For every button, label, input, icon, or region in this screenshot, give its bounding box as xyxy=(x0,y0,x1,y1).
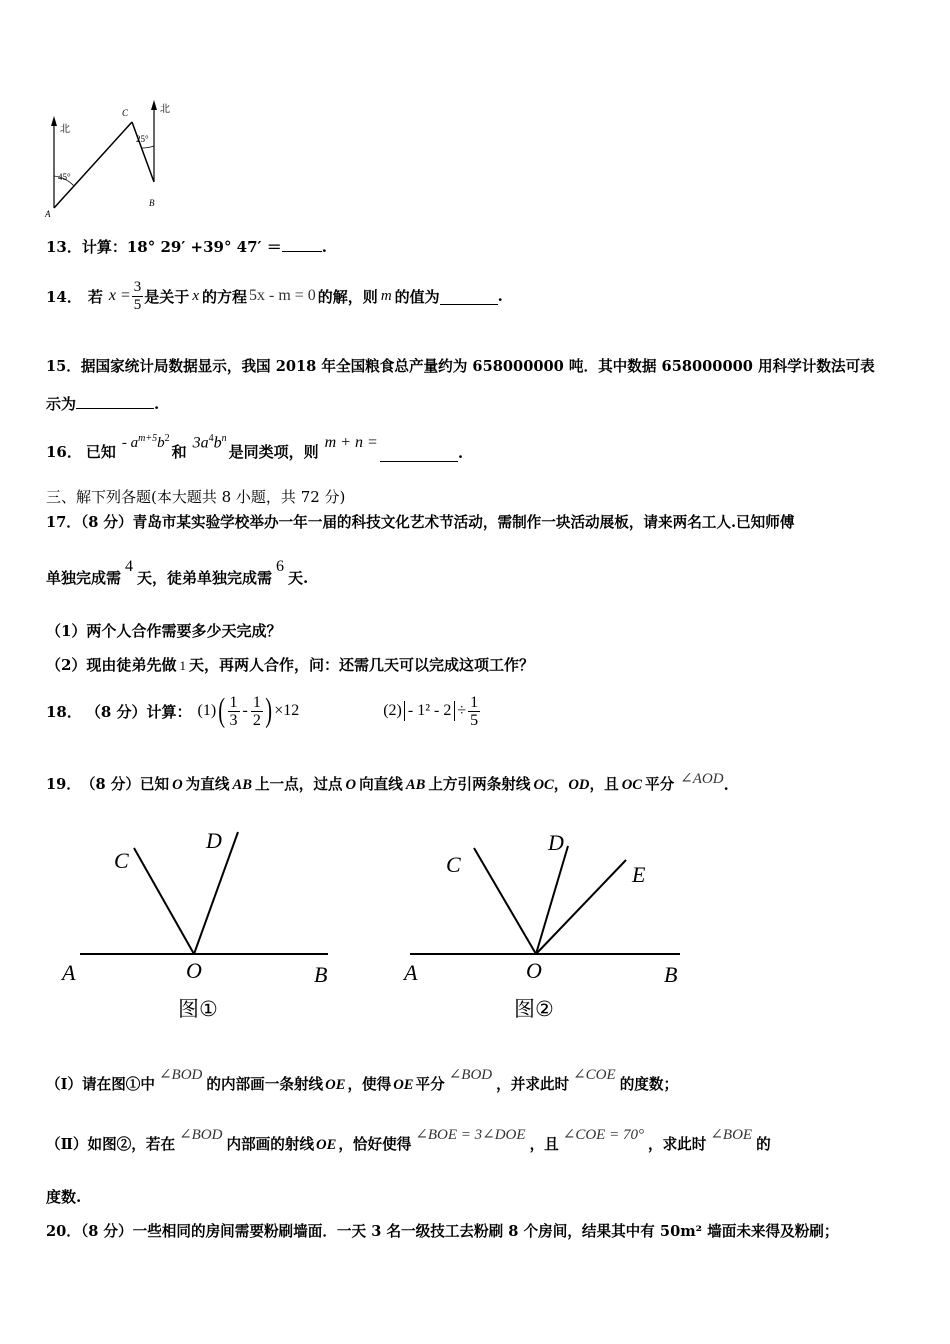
question-17-sub2 xyxy=(46,654,534,675)
q19-part2 xyxy=(46,1122,771,1154)
q17-line2-c: 天. xyxy=(288,569,309,587)
q19-text-g: 平分 xyxy=(644,776,675,793)
q15-suffix: . xyxy=(154,395,160,413)
question-18 xyxy=(46,686,480,736)
q14-frac-num: 3 xyxy=(133,278,142,295)
q17-line2-b: 天，徒弟单独完成需 xyxy=(137,569,273,587)
q19-text-f: ，且 xyxy=(589,776,619,793)
q16-term1-b: b xyxy=(157,435,165,451)
q19-part1-oe-2: OE xyxy=(393,1077,414,1093)
q19-part1-angle-bod-2: ∠BOD xyxy=(448,1067,493,1083)
q19-oc-1: OC xyxy=(533,777,554,793)
question-13 xyxy=(46,236,327,257)
q19-part2-c: ，恰好使得 xyxy=(338,1136,412,1153)
q19-text-b: 为直线 xyxy=(185,776,230,793)
q14-blank xyxy=(440,288,498,305)
q14-text1: 是关于 xyxy=(144,287,190,306)
q19-part2-angle-boe: ∠BOE xyxy=(710,1127,753,1143)
north-label-a: 北 xyxy=(60,124,70,135)
q18-p1-frac1 xyxy=(228,694,240,729)
q14-fraction xyxy=(132,279,144,314)
q20-text: （8 分）一些相同的房间需要粉刷墙面．一天 3 名一级技工去粉刷 8 个房间，结果其中有 50m² 墙面未来得及粉刷； xyxy=(80,1223,839,1240)
fig1-ray-oc xyxy=(134,848,194,954)
q16-suffix: . xyxy=(457,444,464,462)
question-15-line2 xyxy=(46,393,159,414)
q16-term1 xyxy=(122,433,170,452)
q17-sub2-b: 天，再两人合作，问：还需几天可以完成这项工作？ xyxy=(188,656,534,674)
question-19 xyxy=(46,768,729,794)
q16-text3: 是同类项，则 xyxy=(228,443,319,461)
q18-p1-f2-den: 2 xyxy=(252,711,261,729)
q13-suffix: . xyxy=(321,238,327,256)
fig1-label-a: A xyxy=(62,960,76,985)
q19-ab-2: AB xyxy=(405,777,426,793)
fig1-label-b: B xyxy=(314,962,328,987)
q19-part2-f: 的 xyxy=(756,1136,771,1153)
question-16 xyxy=(46,428,463,462)
point-label-b: B xyxy=(149,198,155,208)
q18-number: 18． xyxy=(46,702,82,721)
q19-part2-b: 内部画的射线 xyxy=(226,1136,315,1153)
q19-part2-eq1: ∠BOE = 3∠DOE xyxy=(415,1127,526,1143)
q16-text1: 已知 xyxy=(85,443,116,461)
q18-p1-frac2 xyxy=(251,694,263,729)
q13-blank xyxy=(282,251,322,252)
q17-line2-a: 单独完成需 xyxy=(46,569,122,587)
angle-label-a: 45° xyxy=(58,172,71,182)
q17-line1: （8 分）青岛市某实验学校举办一年一届的科技文化艺术节活动，需制作一块活动展板，请来两名工人.已知师傅 xyxy=(80,514,795,531)
q19-o-1: O xyxy=(172,777,183,793)
q14-suffix: . xyxy=(497,287,503,305)
fig2-label-d: D xyxy=(548,830,564,855)
q18-p1-rparen: ) xyxy=(265,692,272,729)
q19-part1-d: 平分 xyxy=(415,1076,445,1093)
q19-oc-2: OC xyxy=(621,777,642,793)
q19-part2-oe: OE xyxy=(316,1137,337,1153)
section-3-title: 三、解下列各题(本大题共 8 小题，共 72 分) xyxy=(46,488,346,506)
q14-text2: 的方程 xyxy=(201,287,247,306)
bearing-figure xyxy=(42,96,182,218)
q19-part1 xyxy=(46,1062,678,1094)
north-arrow-b xyxy=(151,100,157,110)
q16-term1-exp: m+5 xyxy=(138,433,158,444)
q16-expr: m + n = xyxy=(324,434,378,451)
q16-term2-exp: 4 xyxy=(208,432,214,444)
q19-text-d: 向直线 xyxy=(359,776,403,793)
north-arrow-a xyxy=(51,116,57,126)
q19-part2-angle-bod: ∠BOD xyxy=(179,1127,223,1143)
q19-part1-angle-bod-1: ∠BOD xyxy=(158,1067,203,1083)
q19-part1-a: （Ⅰ）请在图①中 xyxy=(46,1076,155,1093)
q17-days2: 6 xyxy=(276,558,285,575)
q14-ruo: 若 xyxy=(87,287,103,306)
fig2-ray-oc xyxy=(474,848,536,954)
q19-part2-d: ，且 xyxy=(529,1136,559,1153)
q19-part2-e: ，求此时 xyxy=(647,1136,707,1153)
q16-term2-base: 3a xyxy=(192,434,209,451)
q14-equation: 5x - m = 0 xyxy=(249,287,316,304)
q15-line1: 据国家统计局数据显示，我国 2018 年全国粮食总产量约为 658000000 吨．其中数据 658000000 用科学计数法可表 xyxy=(80,358,875,375)
fig2-label-c: C xyxy=(446,852,461,877)
q18-prefix: （8 分）计算： xyxy=(85,702,192,721)
q13-prefix: 计算：18° 29′ +39° 47′ ＝ xyxy=(81,238,282,256)
q18-p1-f2-num: 1 xyxy=(252,693,261,711)
q18-p2-f-num: 1 xyxy=(470,693,479,711)
q19-o-2: O xyxy=(345,777,357,793)
q14-x-eq: x = xyxy=(108,287,131,304)
fig2-label-e: E xyxy=(632,862,646,887)
q19-od: OD xyxy=(568,777,590,793)
question-20 xyxy=(46,1220,839,1241)
q14-number: 14． xyxy=(46,287,82,306)
fig1-label-d: D xyxy=(206,828,222,853)
q19-angle-aod: ∠AOD xyxy=(680,771,724,787)
q18-p1-f1-den: 3 xyxy=(229,711,238,729)
fig1-caption: 图① xyxy=(178,997,218,1021)
q18-part2 xyxy=(383,694,480,729)
q19-part1-e: ，并求此时 xyxy=(496,1076,570,1093)
q18-p2-frac xyxy=(468,694,480,729)
q17-number: 17． xyxy=(46,514,81,531)
figure-2 xyxy=(400,820,690,1028)
q19-part1-oe-1: OE xyxy=(325,1077,346,1093)
fig1-label-o: O xyxy=(186,958,202,983)
question-15-line1 xyxy=(46,355,875,376)
q16-text2: 和 xyxy=(171,443,187,461)
segment-cb xyxy=(132,122,154,182)
q16-term2-bexp: n xyxy=(221,432,227,444)
q17-sub2-a: （2）现由徒弟先做 xyxy=(46,656,177,674)
q19-part1-b: 的内部画一条射线 xyxy=(206,1076,324,1093)
q14-text3: 的解，则 xyxy=(317,287,378,306)
q18-p2-label: (2) xyxy=(383,702,402,719)
q18-p1-lparen: ( xyxy=(218,692,226,729)
q18-p1-label: (1) xyxy=(197,702,217,719)
q15-number: 15． xyxy=(46,358,81,375)
q14-var-m: m xyxy=(380,287,392,304)
fig1-label-c: C xyxy=(114,848,129,873)
question-17-line1 xyxy=(46,511,794,532)
point-label-a: A xyxy=(45,209,51,218)
angle-arc-b xyxy=(142,146,154,148)
q19-ab-1: AB xyxy=(232,777,252,793)
figure-1 xyxy=(58,820,338,1028)
q19-part1-f: 的度数； xyxy=(619,1076,679,1093)
q17-days1: 4 xyxy=(125,558,134,575)
q16-term1-base: - a xyxy=(121,435,139,451)
q19-part2-a: （Ⅱ）如图②，若在 xyxy=(46,1136,176,1153)
q16-blank xyxy=(380,447,458,462)
q19-text-e: 上方引两条射线 xyxy=(428,776,531,793)
fig2-label-a: A xyxy=(404,960,418,985)
q18-p1-f1-num: 1 xyxy=(229,693,238,711)
q19-number: 19． xyxy=(46,776,81,793)
q18-p2-f-den: 5 xyxy=(470,711,479,729)
q19-text-c: 上一点，过点 xyxy=(254,776,343,793)
angle-label-b: 25° xyxy=(136,134,149,144)
q16-number: 16． xyxy=(46,443,82,461)
q16-term1-bexp: 2 xyxy=(164,433,170,444)
q18-p1-times: ×12 xyxy=(274,702,300,719)
q18-p2-div: ÷ xyxy=(457,702,467,719)
q18-p1-minus: - xyxy=(242,702,248,719)
point-label-c: C xyxy=(122,108,129,118)
q19-part2-g: 度数. xyxy=(46,1188,82,1206)
fig2-label-o: O xyxy=(526,958,542,983)
q14-text4: 的值为 xyxy=(394,287,440,306)
question-17-line2 xyxy=(46,558,308,588)
q17-sub1: （1）两个人合作需要多少天完成？ xyxy=(46,622,282,640)
q19-period: . xyxy=(723,777,729,794)
q18-part1 xyxy=(198,694,300,729)
q16-term2-b: b xyxy=(213,434,222,451)
q19-comma: ， xyxy=(553,776,569,793)
q14-var-x: x xyxy=(192,287,199,304)
q20-number: 20． xyxy=(46,1223,81,1240)
q15-line2-prefix: 示为 xyxy=(46,395,77,413)
q19-part1-c: ，使得 xyxy=(347,1076,392,1093)
q13-number: 13． xyxy=(46,238,82,256)
north-label-b: 北 xyxy=(160,104,170,115)
q19-part2-eq2: ∠COE = 70° xyxy=(562,1127,644,1143)
question-14 xyxy=(46,272,503,320)
q16-term2 xyxy=(193,433,227,452)
fig2-caption: 图② xyxy=(514,997,554,1021)
fig2-label-b: B xyxy=(664,962,678,987)
q14-frac-den: 5 xyxy=(133,296,142,313)
q15-blank xyxy=(76,394,154,409)
q19-text-a: （8 分）已知 xyxy=(80,776,170,793)
q17-sub2-num: 1 xyxy=(179,658,186,673)
q19-part1-angle-coe: ∠COE xyxy=(573,1067,616,1083)
q18-p2-abs: - 1² - 2 xyxy=(404,701,455,721)
